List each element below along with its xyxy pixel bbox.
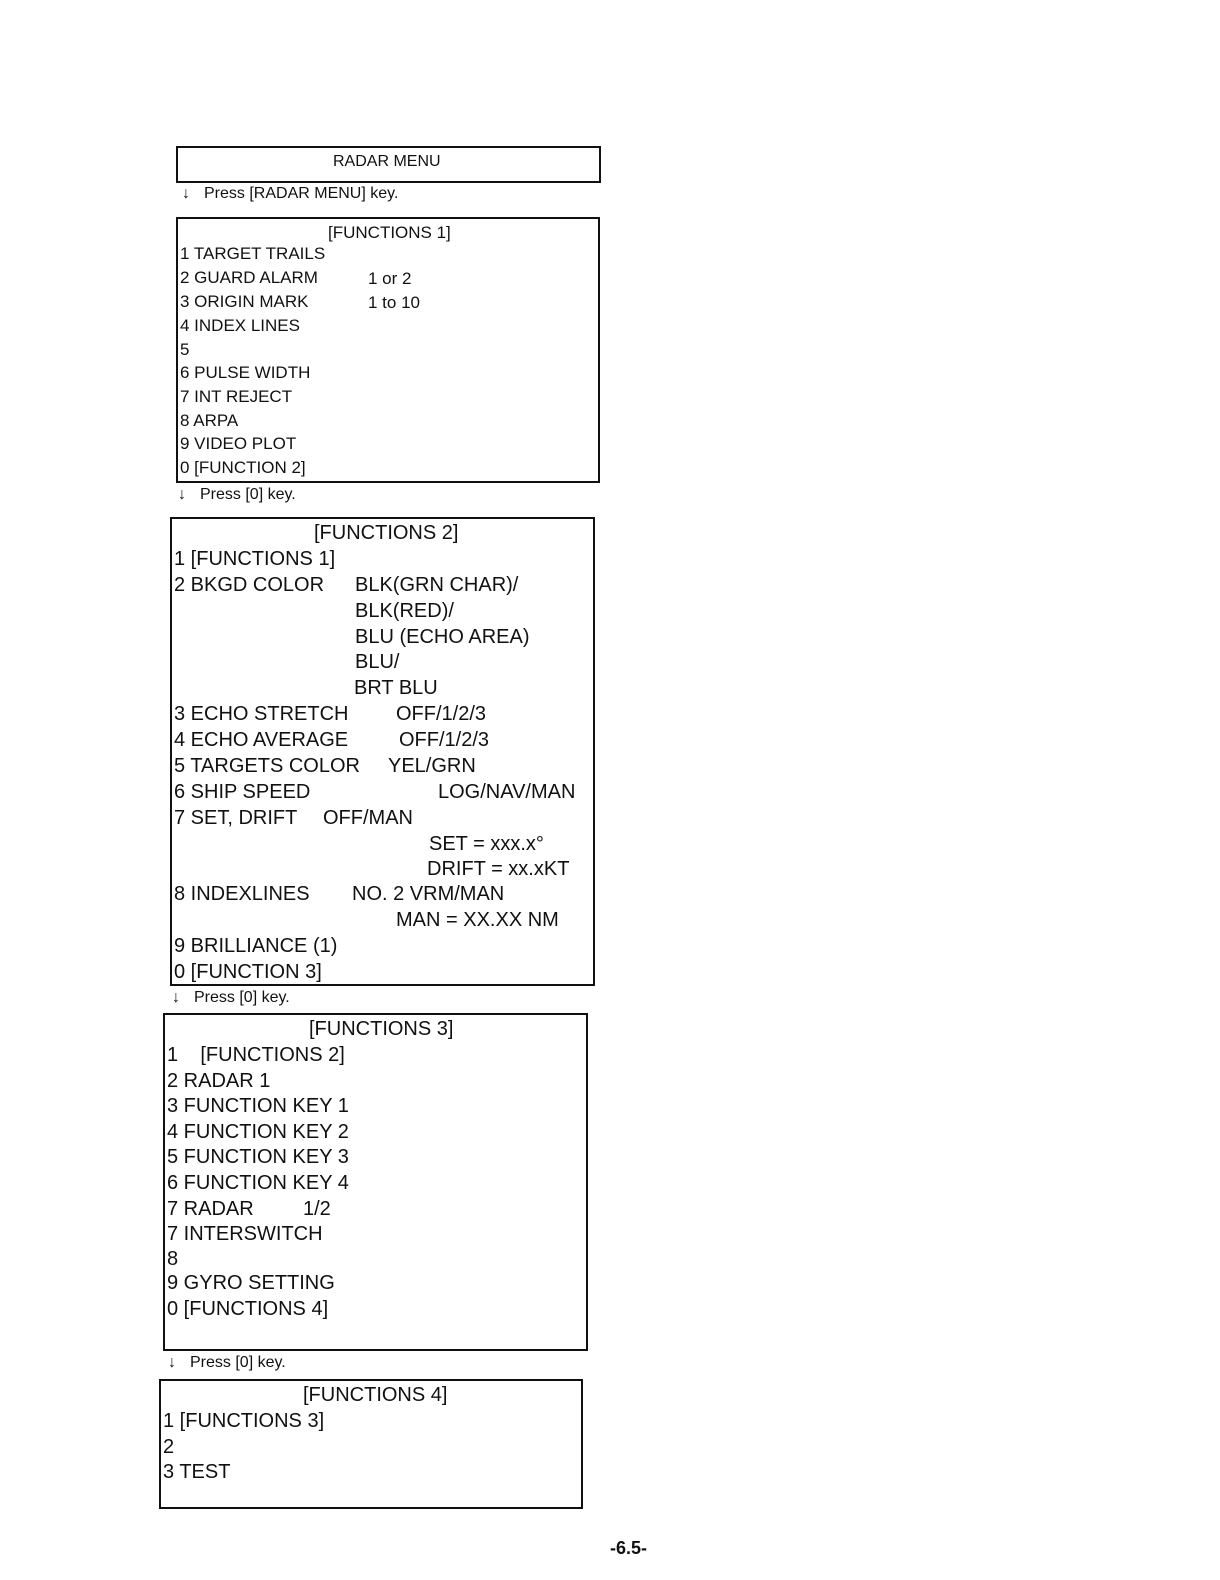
down-arrow-icon: ↓ (178, 486, 186, 503)
instruction-press-0-a (178, 486, 296, 504)
menu-item-functions-4: 0 [FUNCTIONS 4] (167, 1298, 329, 1320)
bkgd-color-option: BLU/ (355, 651, 400, 673)
menu-item-indexlines: 8 INDEXLINES (174, 883, 310, 905)
menu-item-pulse-width: 6 PULSE WIDTH (180, 363, 311, 382)
functions-1-title: [FUNCTIONS 1] (328, 223, 451, 242)
menu-item-targets-color: 5 TARGETS COLOR (174, 755, 360, 777)
menu-item-ship-speed: 6 SHIP SPEED (174, 781, 311, 803)
menu-item-echo-stretch: 3 ECHO STRETCH (174, 703, 349, 725)
instruction-text: Press [RADAR MENU] key. (204, 185, 399, 202)
menu-item-function-key-4: 6 FUNCTION KEY 4 (167, 1172, 349, 1194)
down-arrow-icon: ↓ (182, 185, 190, 202)
menu-item-echo-average: 4 ECHO AVERAGE (174, 729, 349, 751)
instruction-text: Press [0] key. (190, 1354, 286, 1371)
menu-item-radar: 7 RADAR (167, 1198, 254, 1220)
instruction-text: Press [0] key. (194, 989, 290, 1006)
menu-item-functions-3: 1 [FUNCTIONS 3] (163, 1410, 325, 1432)
radar-menu-title: RADAR MENU (333, 153, 441, 170)
menu-item-origin-mark: 3 ORIGIN MARK (180, 292, 309, 311)
menu-item-function-key-3: 5 FUNCTION KEY 3 (167, 1146, 349, 1168)
bkgd-color-option: BRT BLU (354, 677, 438, 699)
menu-item-set-drift: 7 SET, DRIFT (174, 807, 298, 829)
menu-item-function-key-1: 3 FUNCTION KEY 1 (167, 1095, 349, 1117)
menu-item-2: 2 (163, 1436, 175, 1458)
menu-item-radar-1: 2 RADAR 1 (167, 1070, 271, 1092)
instruction-text: Press [0] key. (200, 486, 296, 503)
bkgd-color-option: BLK(RED)/ (355, 600, 454, 622)
set-value: SET = xxx.x° (429, 833, 544, 855)
menu-item-functions-2: 1 [FUNCTIONS 2] (167, 1044, 345, 1066)
indexlines-value: NO. 2 VRM/MAN (352, 883, 505, 905)
menu-item-target-trails: 1 TARGET TRAILS (180, 244, 326, 263)
radar-value: 1/2 (303, 1198, 331, 1220)
functions-1-menu (176, 217, 600, 483)
instruction-press-radar-menu (182, 185, 398, 203)
set-drift-value: OFF/MAN (323, 807, 413, 829)
targets-color-value: YEL/GRN (388, 755, 476, 777)
menu-item-functions-1: 1 [FUNCTIONS 1] (174, 548, 336, 570)
functions-4-title: [FUNCTIONS 4] (303, 1384, 448, 1406)
functions-2-title: [FUNCTIONS 2] (314, 522, 459, 544)
guard-alarm-value: 1 or 2 (368, 269, 412, 288)
menu-item-arpa: 8 ARPA (180, 411, 239, 430)
menu-item-interswitch: 7 INTERSWITCH (167, 1223, 323, 1245)
functions-2-menu (170, 517, 595, 986)
down-arrow-icon: ↓ (172, 989, 180, 1006)
functions-3-title: [FUNCTIONS 3] (309, 1018, 454, 1040)
menu-item-brilliance: 9 BRILLIANCE (1) (174, 935, 338, 957)
functions-4-menu (159, 1379, 583, 1509)
drift-value: DRIFT = xx.xKT (427, 858, 570, 880)
bkgd-color-option: BLU (ECHO AREA) (355, 626, 530, 648)
radar-menu-box (176, 146, 601, 183)
menu-item-guard-alarm: 2 GUARD ALARM (180, 268, 318, 287)
down-arrow-icon: ↓ (168, 1354, 176, 1371)
echo-stretch-value: OFF/1/2/3 (396, 703, 487, 725)
menu-item-function-3: 0 [FUNCTION 3] (174, 961, 322, 983)
ship-speed-value: LOG/NAV/MAN (438, 781, 576, 803)
menu-item-function-key-2: 4 FUNCTION KEY 2 (167, 1121, 349, 1143)
man-value: MAN = XX.XX NM (396, 909, 559, 931)
menu-item-video-plot: 9 VIDEO PLOT (180, 434, 297, 453)
menu-item-8: 8 (167, 1248, 179, 1270)
instruction-press-0-b (172, 989, 290, 1007)
page-number: -6.5- (610, 1538, 648, 1558)
functions-3-menu (163, 1013, 588, 1351)
menu-item-function-2: 0 [FUNCTION 2] (180, 458, 306, 477)
menu-item-bkgd-color: 2 BKGD COLOR (174, 574, 325, 596)
instruction-press-0-c (168, 1354, 286, 1372)
origin-mark-value: 1 to 10 (368, 293, 420, 312)
menu-item-test: 3 TEST (163, 1461, 231, 1483)
menu-item-int-reject: 7 INT REJECT (180, 387, 293, 406)
menu-item-gyro-setting: 9 GYRO SETTING (167, 1272, 335, 1294)
bkgd-color-option: BLK(GRN CHAR)/ (355, 574, 519, 596)
menu-item-5: 5 (180, 340, 190, 359)
menu-item-index-lines: 4 INDEX LINES (180, 316, 300, 335)
echo-average-value: OFF/1/2/3 (399, 729, 490, 751)
